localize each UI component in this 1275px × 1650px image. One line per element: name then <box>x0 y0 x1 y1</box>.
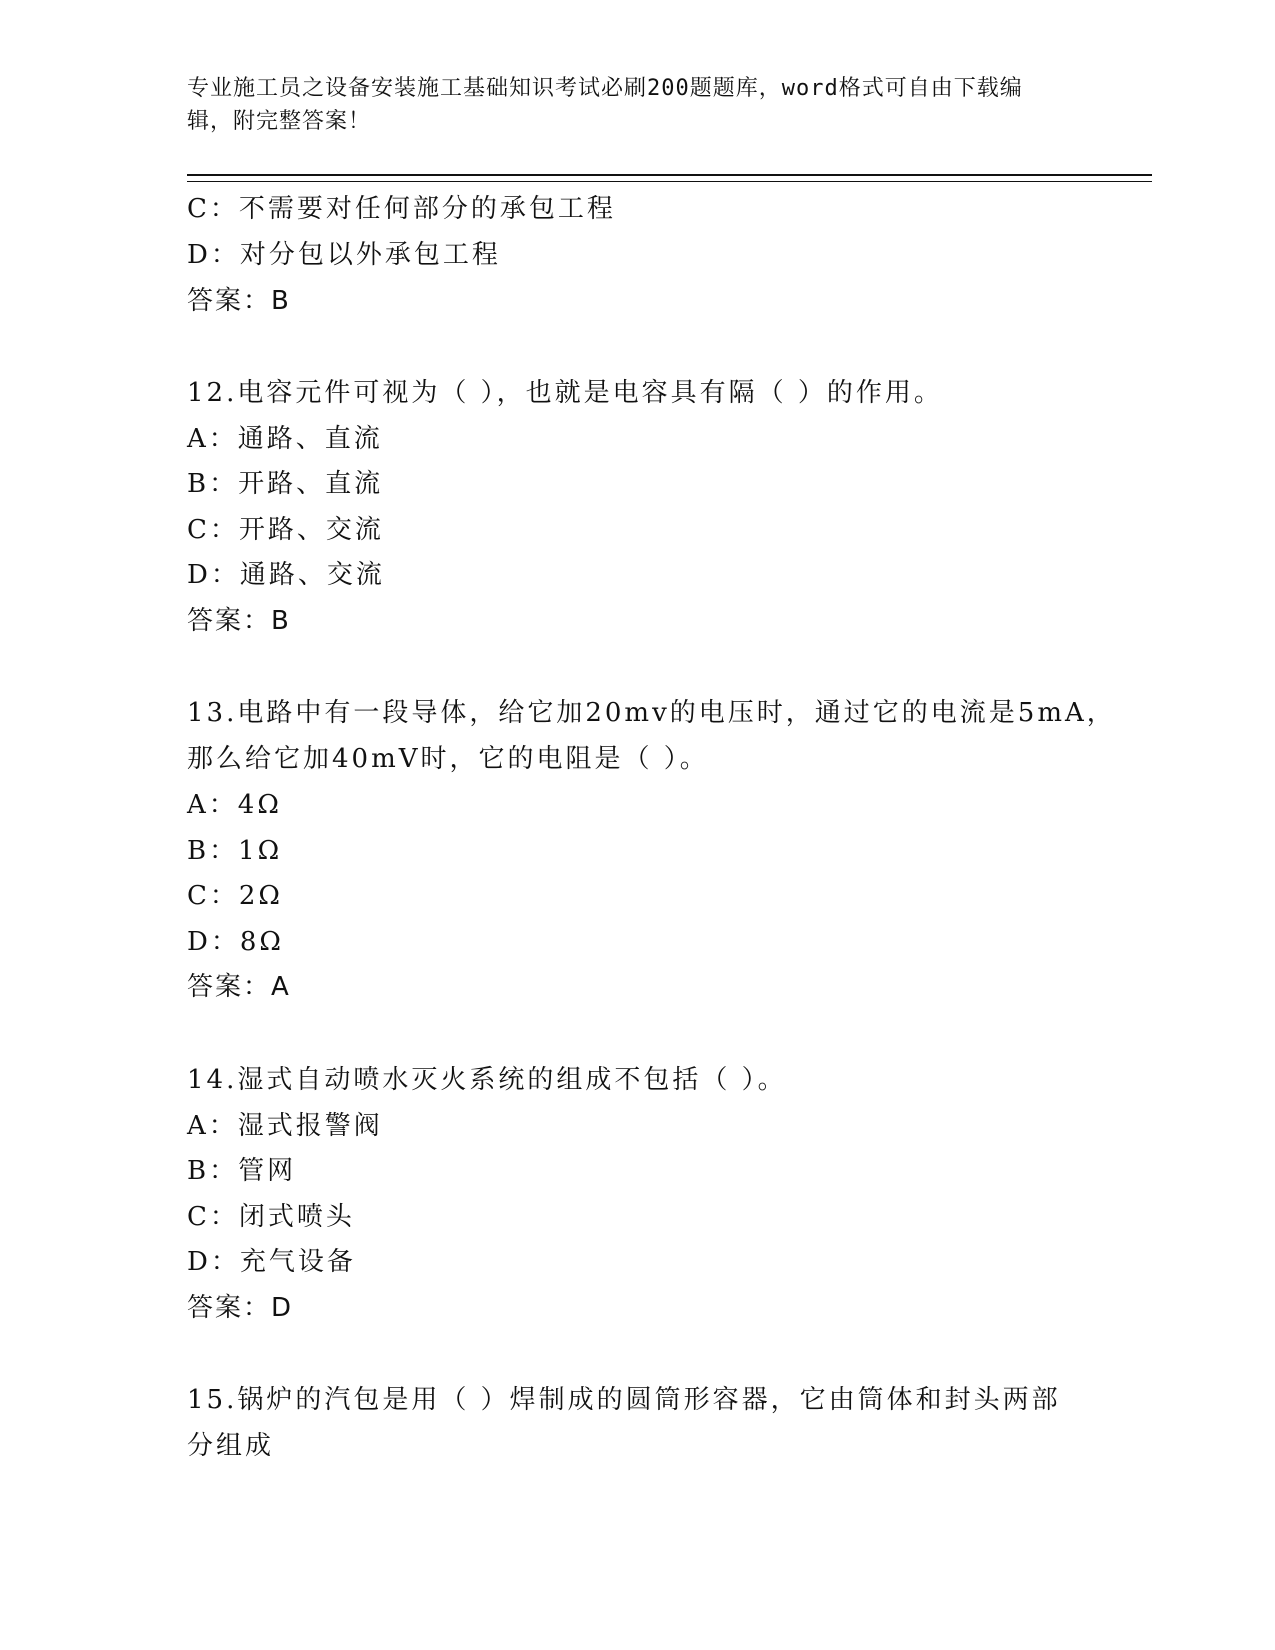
q13-option-b: B：1Ω <box>187 836 283 866</box>
q11-option-c: C：不需要对任何部分的承包工程 <box>187 194 616 224</box>
q13-option-a: A：4Ω <box>187 790 282 820</box>
q12-option-b: B：开路、直流 <box>187 469 384 499</box>
q12-option-d: D：通路、交流 <box>187 560 385 590</box>
q12-option-a: A：通路、直流 <box>187 424 383 454</box>
q14-answer: 答案：D <box>187 1293 294 1323</box>
q15-stem-line1: 15.锅炉的汽包是用（ ）焊制成的圆筒形容器，它由筒体和封头两部 <box>187 1385 1061 1415</box>
q11-option-d: D：对分包以外承包工程 <box>187 240 501 270</box>
header-divider-thin <box>187 181 1152 182</box>
q13-stem-line2: 那么给它加40mV时，它的电阻是（ ）。 <box>187 744 709 774</box>
q15-stem-line2: 分组成 <box>187 1431 275 1461</box>
document-header: 专业施工员之设备安装施工基础知识考试必刷200题题库，word格式可自由下载编辑，附完整答案！ <box>187 76 1023 134</box>
q12-answer: 答案：B <box>187 606 291 636</box>
q14-option-a: A：湿式报警阀 <box>187 1111 383 1141</box>
q12-stem: 12.电容元件可视为（ ），也就是电容具有隔（ ）的作用。 <box>187 378 943 408</box>
q13-option-c: C：2Ω <box>187 881 283 911</box>
q12-option-c: C：开路、交流 <box>187 515 384 545</box>
q14-stem: 14.湿式自动喷水灭火系统的组成不包括（ ）。 <box>187 1065 787 1095</box>
q11-answer: 答案：B <box>187 286 291 316</box>
q13-stem-line1: 13.电路中有一段导体，给它加20mv的电压时，通过它的电流是5mA， <box>187 698 1116 728</box>
q13-answer: 答案：A <box>187 972 291 1002</box>
q14-option-d: D：充气设备 <box>187 1247 356 1277</box>
header-divider <box>187 174 1152 176</box>
q13-option-d: D：8Ω <box>187 927 284 957</box>
q14-option-b: B：管网 <box>187 1156 297 1186</box>
q14-option-c: C：闭式喷头 <box>187 1202 355 1232</box>
